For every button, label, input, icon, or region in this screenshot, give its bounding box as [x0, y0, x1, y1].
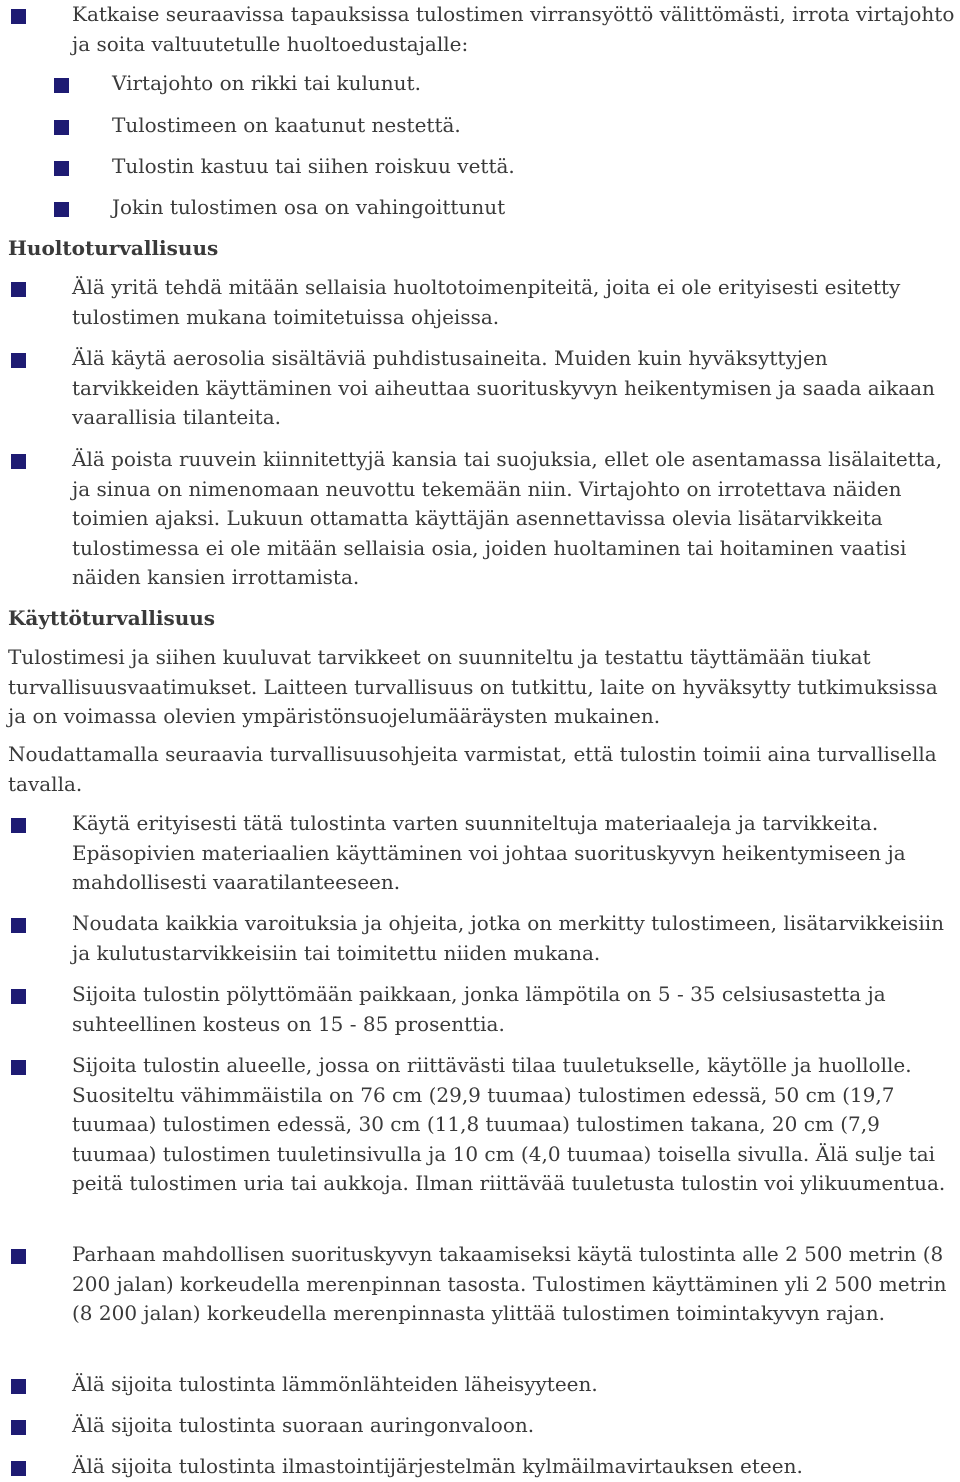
list-item-text: Älä sijoita tulostinta ilmastointijärjestelmän kylmäilmavirtauksen eteen. — [72, 1454, 803, 1478]
square-bullet-icon — [11, 818, 26, 833]
list-item — [8, 1240, 958, 1329]
square-bullet-icon — [11, 9, 26, 24]
square-bullet-icon — [54, 202, 69, 217]
sub-list-item-text: Tulostimeen on kaatunut nestettä. — [112, 113, 461, 137]
list-item — [8, 1051, 958, 1199]
paragraph: Tulostimesi ja siihen kuuluvat tarvikkeet on suunniteltu ja testattu täyttämään tiukat turvallisuusvaatimukset. Laitteen turvallisuus on tutkittu, laite on hyväksytty tutkimuksissa ja on voimassa olevien ympäristönsuojelumääräysten mukainen. — [8, 645, 938, 728]
list-item — [8, 445, 958, 593]
list-item — [8, 0, 958, 59]
sub-list-item-text: Jokin tulostimen osa on vahingoittunut — [112, 195, 506, 219]
list-item-text: Käytä erityisesti tätä tulostinta varten suunniteltuja materiaaleja ja tarvikkeita. Epäsopivien materiaalien käyttäminen voi johtaa suorituskyvyn heikentymiseen ja mahdollisesti vaaratilanteeseen. — [72, 811, 906, 894]
list-item-text: Älä poista ruuvein kiinnitettyjä kansia tai suojuksia, ellet ole asentamassa lisälaitetta, ja sinua on nimenomaan neuvottu tekemään niin. Virtajohto on irrotettava näiden toimien ajaksi. Lukuun ottamatta käyttäjän asennettavissa olevia lisätarvikkeita tulostimessa ei ole mitään sellaisia osia, joiden huoltaminen tai hoitaminen vaatisi näiden kansien irrottamista. — [72, 447, 943, 589]
square-bullet-icon — [11, 989, 26, 1004]
list-item — [8, 1452, 958, 1482]
sub-list-item-text: Tulostin kastuu tai siihen roiskuu vettä. — [112, 154, 515, 178]
paragraph: Noudattamalla seuraavia turvallisuusohjeita varmistat, että tulostin toimii aina turvallisella tavalla. — [8, 742, 937, 796]
list-item — [8, 1370, 958, 1400]
list-item-text: Älä yritä tehdä mitään sellaisia huoltotoimenpiteitä, joita ei ole erityisesti esitetty tulostimen mukana toimitetuissa ohjeissa. — [72, 275, 901, 329]
sub-list-item — [54, 152, 958, 182]
sub-list-item — [54, 193, 958, 223]
square-bullet-icon — [11, 1420, 26, 1435]
square-bullet-icon — [54, 120, 69, 135]
list-item-text: Älä sijoita tulostinta lämmönlähteiden läheisyyteen. — [72, 1372, 598, 1396]
square-bullet-icon — [11, 1379, 26, 1394]
list-item — [8, 980, 958, 1039]
sub-list-item-text: Virtajohto on rikki tai kulunut. — [112, 71, 421, 95]
square-bullet-icon — [11, 282, 26, 297]
list-item-text: Sijoita tulostin alueelle, jossa on riittävästi tilaa tuuletukselle, käytölle ja huollolle. Suositeltu vähimmäistila on 76 cm (29,9 tuumaa) tulostimen edessä, 50 cm (19,7 tuumaa) tulostimen edessä, 30 cm (11,8 tuumaa) tulostimen takana, 20 cm (7,9 tuumaa) tulostimen tuuletinsivulla ja 10 cm (4,0 tuumaa) toisella sivulla. Älä sulje tai peitä tulostimen uria tai aukkoja. Ilman riittävää tuuletusta tulostin voi ylikuumentua. — [72, 1053, 946, 1195]
square-bullet-icon — [11, 1249, 26, 1264]
list-item-text: Älä käytä aerosolia sisältäviä puhdistusaineita. Muiden kuin hyväksyttyjen tarvikkeiden käyttäminen voi aiheuttaa suorituskyvyn heikentymisen ja saada aikaan vaarallisia tilanteita. — [72, 346, 935, 429]
list-item-text: Älä sijoita tulostinta suoraan auringonvaloon. — [72, 1413, 535, 1437]
section-heading-service-safety: Huoltoturvallisuus — [8, 236, 219, 260]
section-heading-operation-safety: Käyttöturvallisuus — [8, 606, 216, 630]
list-item — [8, 1411, 958, 1441]
list-item — [8, 809, 958, 898]
square-bullet-icon — [54, 161, 69, 176]
list-item — [8, 273, 958, 332]
square-bullet-icon — [11, 353, 26, 368]
list-item — [8, 909, 958, 968]
sub-list-item — [54, 111, 958, 141]
sub-list-item — [54, 69, 958, 99]
square-bullet-icon — [11, 1461, 26, 1476]
square-bullet-icon — [54, 78, 69, 93]
list-item-text: Parhaan mahdollisen suorituskyvyn takaamiseksi käytä tulostinta alle 2 500 metrin (8 200 jalan) korkeudella merenpinnan tasosta. Tulostimen käyttäminen yli 2 500 metrin (8 200 jalan) korkeudella merenpinnasta ylittää tulostimen toimintakyvyn rajan. — [72, 1242, 947, 1325]
square-bullet-icon — [11, 918, 26, 933]
list-item-text: Katkaise seuraavissa tapauksissa tulostimen virransyöttö välittömästi, irrota virtajohto ja soita valtuutetulle huoltoedustajalle: — [72, 2, 955, 56]
list-item-text: Sijoita tulostin pölyttömään paikkaan, jonka lämpötila on 5 - 35 celsiusastetta ja suhteellinen kosteus on 15 - 85 prosenttia. — [72, 982, 886, 1036]
square-bullet-icon — [11, 1060, 26, 1075]
square-bullet-icon — [11, 454, 26, 469]
list-item — [8, 344, 958, 433]
list-item-text: Noudata kaikkia varoituksia ja ohjeita, jotka on merkitty tulostimeen, lisätarvikkeisiin ja kulutustarvikkeisiin tai toimitettu niiden mukana. — [72, 911, 944, 965]
